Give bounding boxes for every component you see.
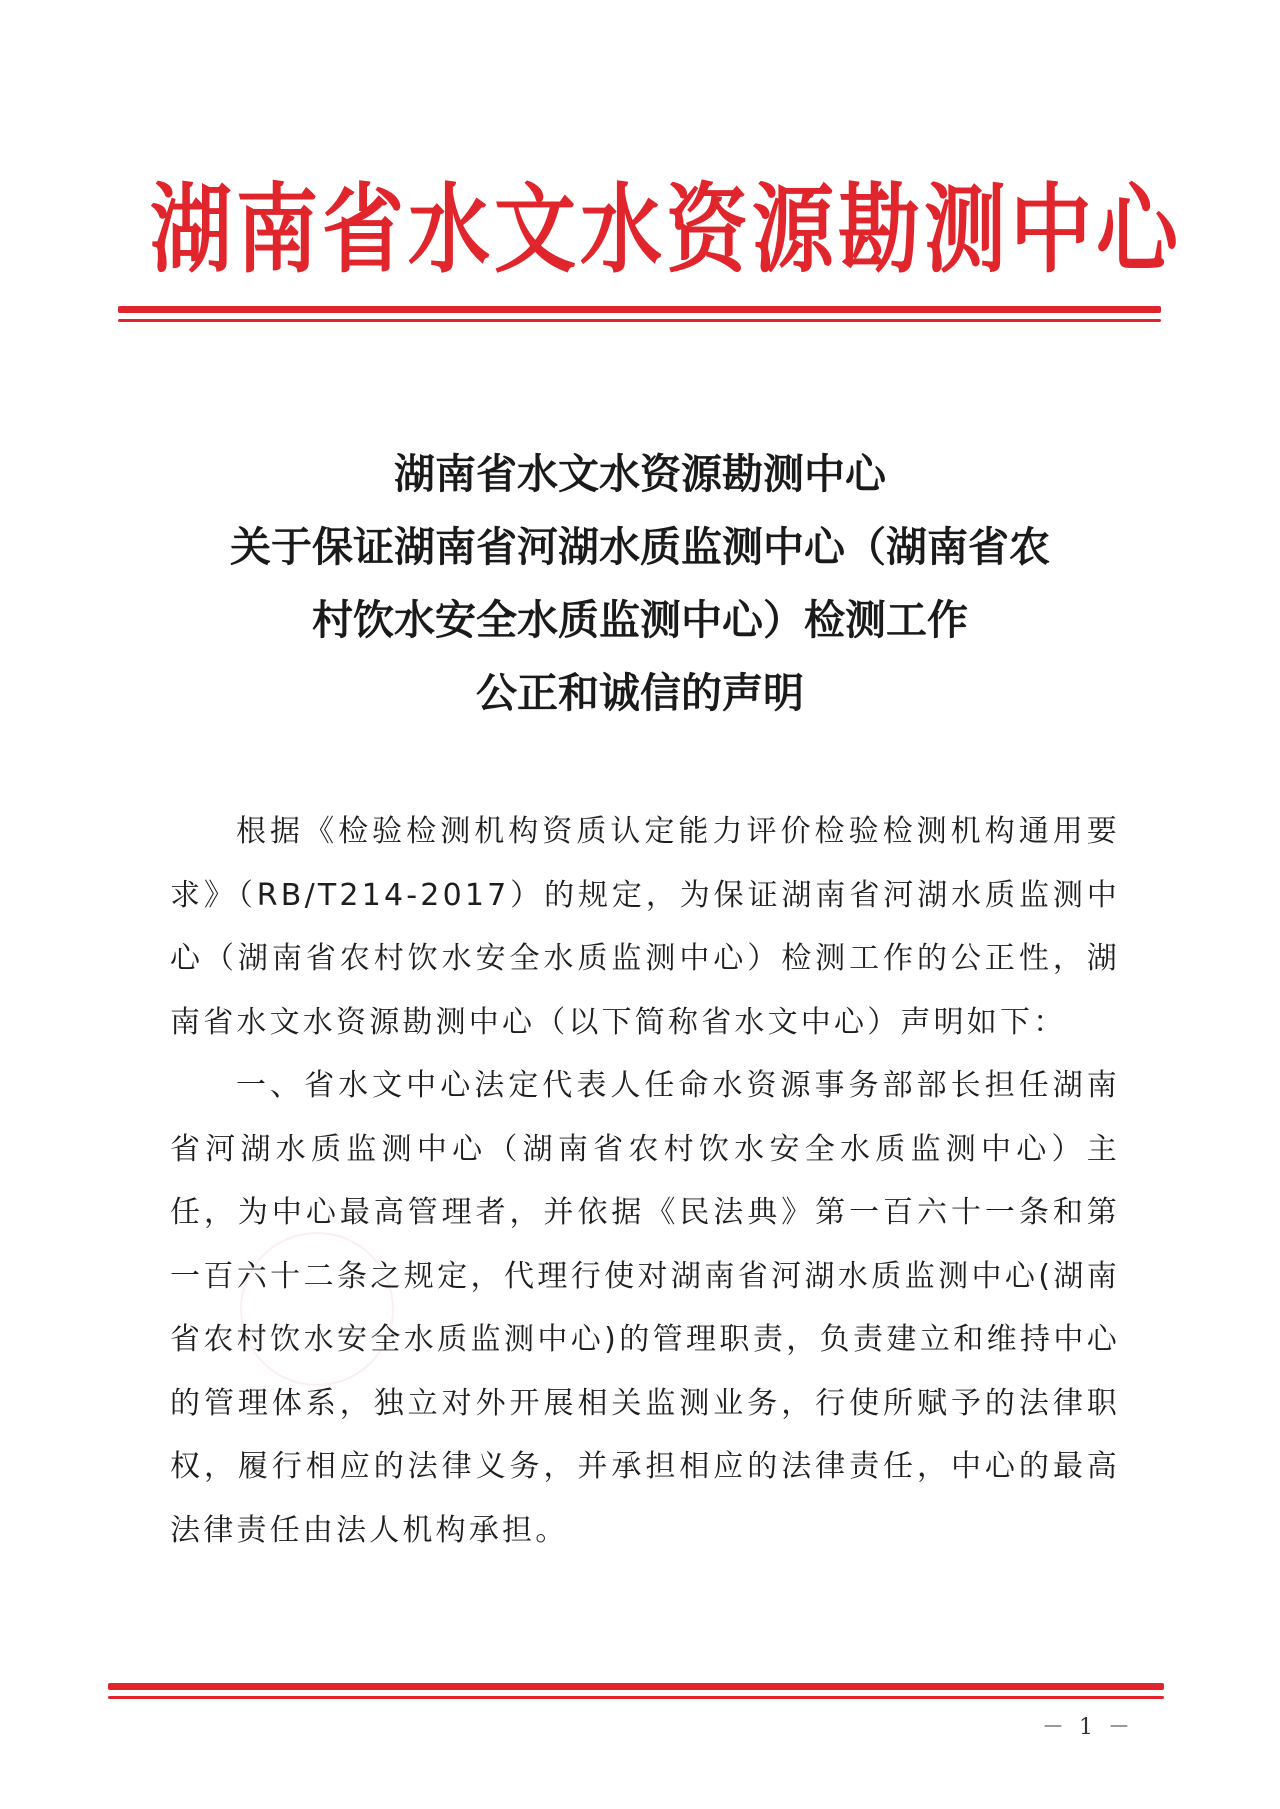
document-title <box>150 438 1130 730</box>
title-line-1: 湖南省水文水资源勘测中心 <box>394 450 886 498</box>
title-line-4: 公正和诚信的声明 <box>476 669 804 717</box>
letterhead-red-rule-thin <box>118 319 1161 322</box>
page-number: － 1 － <box>1042 1715 1134 1740</box>
document-body <box>170 800 1120 1562</box>
letterhead-red-rule-thick <box>118 306 1161 313</box>
footer-red-rule-thin <box>108 1696 1164 1699</box>
title-line-2: 关于保证湖南省河湖水质监测中心（湖南省农 <box>230 523 1050 571</box>
footer-red-rule-thick <box>108 1683 1164 1690</box>
body-paragraph-1: 根据《检验检测机构资质认定能力评价检验检测机构通用要求》（RB/T214-2017）的规定，为保证湖南省河湖水质监测中心（湖南省农村饮水安全水质监测中心）检测工作的公正性，湖南省水文水资源勘测中心（以下简称省水文中心）声明如下： <box>170 814 1120 1040</box>
body-paragraph-2: 一、省水文中心法定代表人任命水资源事务部部长担任湖南省河湖水质监测中心（湖南省农村饮水安全水质监测中心）主任，为中心最高管理者，并依据《民法典》第一百六十一条和第一百六十二条之规定，代理行使对湖南省河湖水质监测中心(湖南省农村饮水安全水质监测中心)的管理职责，负责建立和维持中心的管理体系，独立对外开展相关监测业务，行使所赋予的法律职权，履行相应的法律义务，并承担相应的法律责任，中心的最高法律责任由法人机构承担。 <box>170 1068 1120 1548</box>
letterhead-org-name: 湖南省水文水资源勘测中心 <box>150 173 1183 287</box>
title-line-3: 村饮水安全水质监测中心）检测工作 <box>312 596 968 644</box>
